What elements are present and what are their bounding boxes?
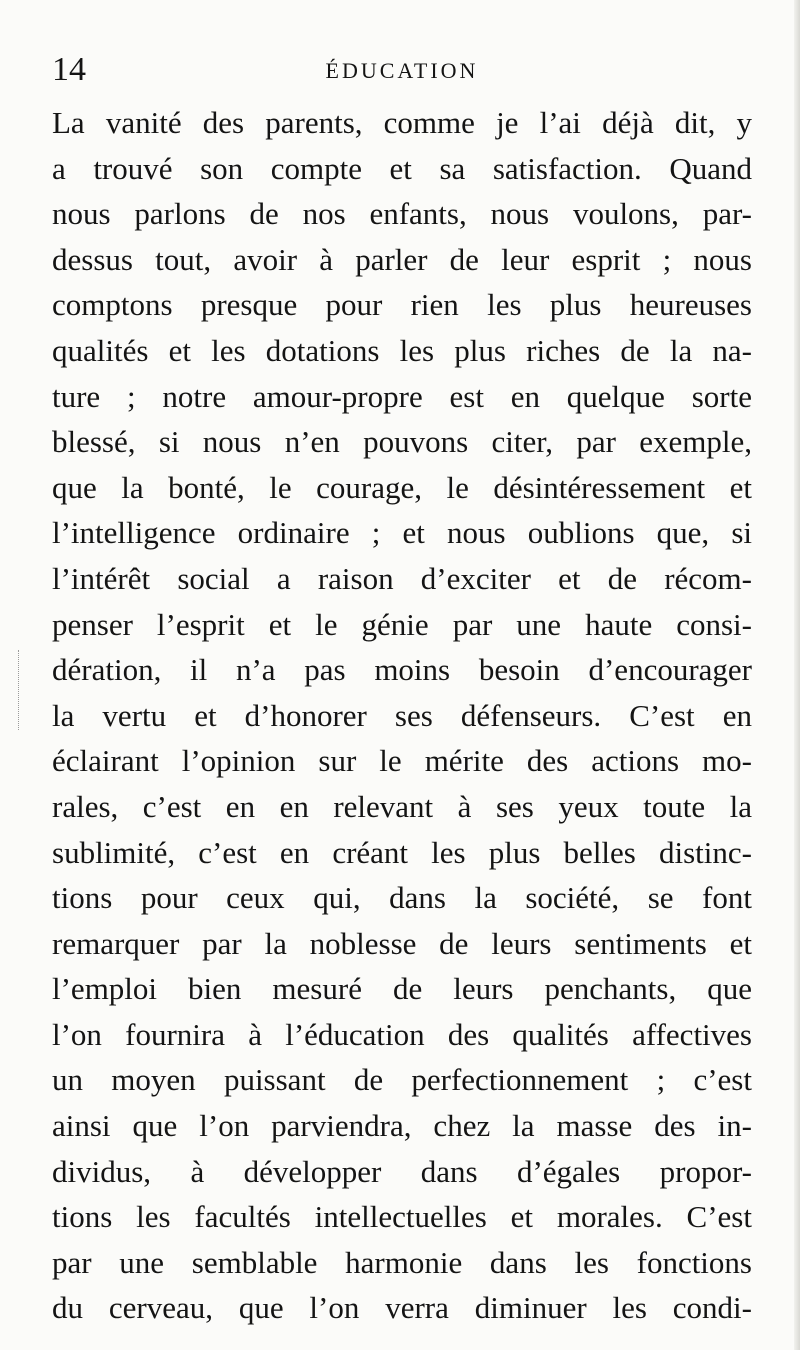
text-line: rales, c’est en en relevant à ses yeux toute la — [52, 788, 752, 824]
page-number: 14 — [52, 51, 86, 88]
text-line: par une semblable harmonie dans les fonctions — [52, 1244, 752, 1280]
text-line: l’intérêt social a raison d’exciter et de récom- — [52, 560, 752, 596]
text-line: l’on fournira à l’éducation des qualités affectives — [52, 1016, 752, 1052]
text-line: tions les facultés intellectuelles et morales. C’est — [52, 1199, 752, 1235]
text-line: ainsi que l’on parviendra, chez la masse des in- — [52, 1108, 752, 1144]
text-line: sublimité, c’est en créant les plus belles distinc- — [52, 834, 752, 870]
text-line: dessus tout, avoir à parler de leur esprit ; nous — [52, 241, 752, 277]
text-line: remarquer par la noblesse de leurs sentiments et — [52, 925, 752, 961]
text-line: blessé, si nous n’en pouvons citer, par exemple, — [52, 424, 752, 460]
text-line: éclairant l’opinion sur le mérite des actions mo- — [52, 743, 752, 779]
text-line: du cerveau, que l’on verra diminuer les condi- — [52, 1290, 752, 1326]
text-line: dération, il n’a pas moins besoin d’encourager — [52, 652, 752, 688]
page-header — [52, 50, 752, 90]
text-line: penser l’esprit et le génie par une haute consi- — [52, 606, 752, 642]
page-edge-shadow — [794, 0, 800, 1350]
body-text — [52, 100, 752, 1331]
text-line: a trouvé son compte et sa satisfaction. Quand — [52, 150, 752, 186]
text-line: tions pour ceux qui, dans la société, se font — [52, 880, 752, 916]
text-line: l’emploi bien mesuré de leurs penchants, que — [52, 971, 752, 1007]
running-head: ÉDUCATION — [325, 58, 479, 83]
text-line: ture ; notre amour-propre est en quelque sorte — [52, 378, 752, 414]
text-line: un moyen puissant de perfectionnement ; c’est — [52, 1062, 752, 1098]
text-line: la vertu et d’honorer ses défenseurs. C’est en — [52, 697, 752, 733]
text-line: qualités et les dotations les plus riches de la na- — [52, 332, 752, 368]
text-line: dividus, à développer dans d’égales propor- — [52, 1153, 752, 1189]
text-line: comptons presque pour rien les plus heureuses — [52, 287, 752, 323]
text-line: l’intelligence ordinaire ; et nous oublions que, si — [52, 515, 752, 551]
text-line: nous parlons de nos enfants, nous voulons, par- — [52, 196, 752, 232]
margin-ink-mark — [18, 650, 22, 730]
text-line: La vanité des parents, comme je l’ai déjà dit, y — [52, 105, 752, 140]
text-line: que la bonté, le courage, le désintéressement et — [52, 469, 752, 505]
